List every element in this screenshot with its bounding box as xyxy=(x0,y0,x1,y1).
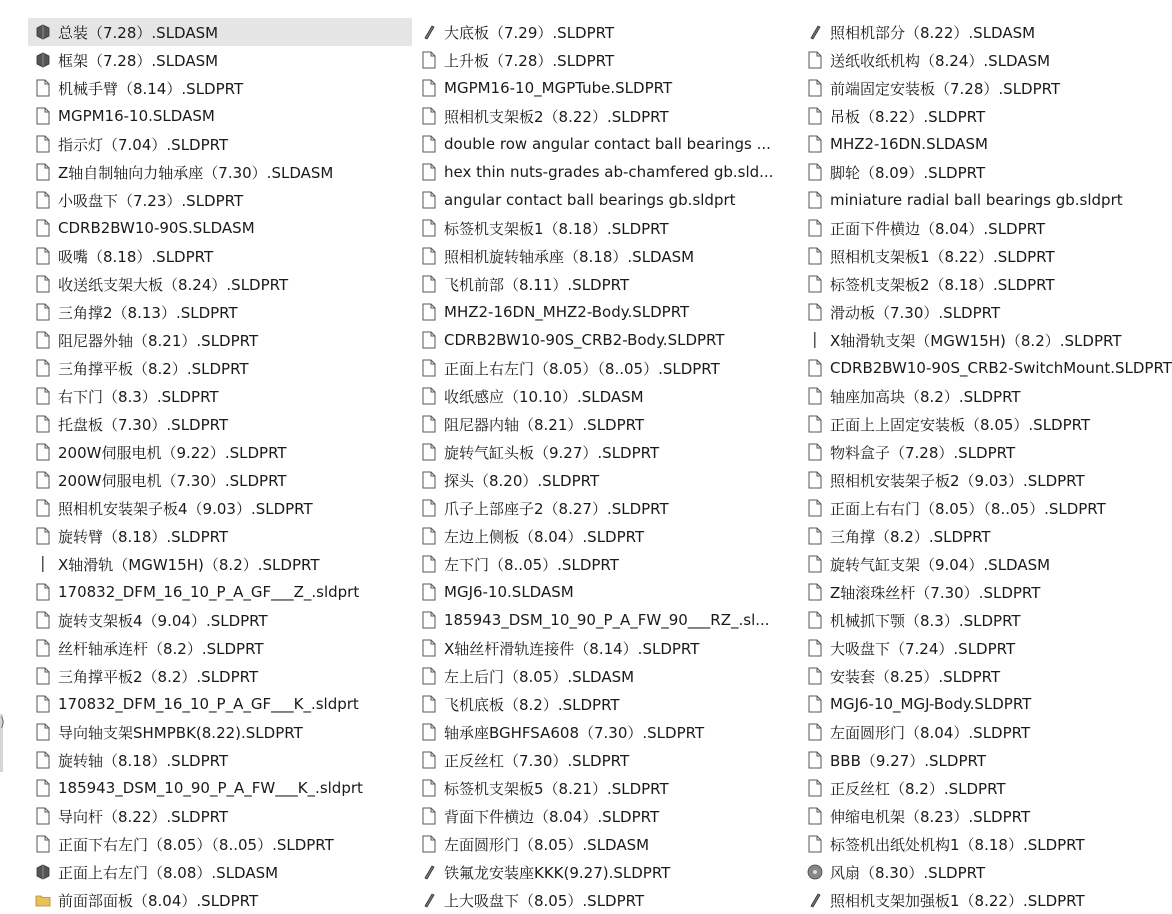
file-name: 框架（7.28）.SLDASM xyxy=(58,51,219,70)
part-icon xyxy=(420,890,438,910)
file-name: angular contact ball bearings gb.sldprt xyxy=(444,191,736,209)
file-name: 三角撑平板（8.2）.SLDPRT xyxy=(58,359,249,378)
file-item[interactable] xyxy=(800,802,1074,830)
file-name: 安装套（8.25）.SLDPRT xyxy=(830,667,1001,686)
file-item[interactable] xyxy=(800,606,1074,634)
file-name: 170832_DFM_16_10_P_A_GF___K_.sldprt xyxy=(58,695,359,713)
file-item[interactable] xyxy=(800,46,1074,74)
file-name: 导向轴支架SHMPBK(8.22).SLDPRT xyxy=(58,723,303,742)
file-name: CDRB2BW10-90S_CRB2-Body.SLDPRT xyxy=(444,331,725,349)
file-icon xyxy=(806,414,824,434)
file-item[interactable] xyxy=(28,354,412,382)
file-name: 三角撑（8.2）.SLDPRT xyxy=(830,527,991,546)
file-name: 照相机支架加强板1（8.22）.SLDPRT xyxy=(830,891,1085,910)
file-icon xyxy=(34,162,52,182)
file-item[interactable] xyxy=(414,466,800,494)
file-item[interactable] xyxy=(800,214,1074,242)
file-item[interactable] xyxy=(414,18,800,46)
file-item[interactable] xyxy=(800,354,1172,382)
file-name: 旋转支架板4（9.04）.SLDPRT xyxy=(58,611,268,630)
file-item[interactable] xyxy=(28,298,412,326)
file-icon xyxy=(806,302,824,322)
file-item[interactable] xyxy=(800,662,1074,690)
file-item[interactable] xyxy=(414,158,800,186)
file-item[interactable] xyxy=(28,578,412,606)
file-name: MGJ6-10_MGJ-Body.SLDPRT xyxy=(830,695,1032,713)
file-item[interactable] xyxy=(28,214,412,242)
file-item[interactable] xyxy=(28,746,412,774)
file-name: 左面圆形门（8.04）.SLDPRT xyxy=(830,723,1031,742)
file-name: 爪子上部座子2（8.27）.SLDPRT xyxy=(444,499,669,518)
file-name: 旋转气缸支架（9.04）.SLDASM xyxy=(830,555,1051,574)
file-name: 正反丝杠（8.2）.SLDPRT xyxy=(830,779,1006,798)
file-icon xyxy=(806,526,824,546)
file-icon xyxy=(420,694,438,714)
file-icon xyxy=(806,778,824,798)
file-name: 大底板（7.29）.SLDPRT xyxy=(444,23,615,42)
file-item[interactable] xyxy=(28,270,412,298)
file-name: 左下门（8..05）.SLDPRT xyxy=(444,555,619,574)
file-name: 上升板（7.28）.SLDPRT xyxy=(444,51,615,70)
file-icon xyxy=(806,694,824,714)
rail-icon xyxy=(34,554,52,574)
file-name: 前端固定安装板（7.28）.SLDPRT xyxy=(830,79,1061,98)
file-item[interactable] xyxy=(28,802,412,830)
file-item[interactable] xyxy=(28,130,412,158)
file-icon xyxy=(34,134,52,154)
file-name: 左面圆形门（8.05）.SLDASM xyxy=(444,835,650,854)
file-name: 标签机支架板5（8.21）.SLDPRT xyxy=(444,779,669,798)
file-name: 滑动板（7.30）.SLDPRT xyxy=(830,303,1001,322)
file-icon xyxy=(806,190,824,210)
file-icon xyxy=(34,778,52,798)
file-icon xyxy=(420,302,438,322)
file-icon xyxy=(420,162,438,182)
file-icon xyxy=(420,134,438,154)
file-icon xyxy=(420,834,438,854)
file-icon xyxy=(420,246,438,266)
file-item[interactable] xyxy=(28,830,412,858)
file-item[interactable] xyxy=(28,718,412,746)
file-icon xyxy=(806,274,824,294)
file-item[interactable] xyxy=(414,326,800,354)
file-item[interactable] xyxy=(28,158,412,186)
file-icon xyxy=(34,442,52,462)
file-item[interactable] xyxy=(28,606,412,634)
file-name: MHZ2-16DN.SLDASM xyxy=(830,135,988,153)
file-item[interactable] xyxy=(414,382,800,410)
file-icon xyxy=(34,582,52,602)
file-name: X轴滑轨（MGW15H)（8.2）.SLDPRT xyxy=(58,555,320,574)
file-name: 前面部面板（8.04）.SLDPRT xyxy=(58,891,259,910)
file-column-3 xyxy=(800,18,1172,914)
file-name: 总装（7.28）.SLDASM xyxy=(58,23,219,42)
file-icon xyxy=(806,470,824,490)
file-icon xyxy=(420,722,438,742)
file-item[interactable] xyxy=(28,46,412,74)
file-item[interactable] xyxy=(800,690,1074,718)
file-item[interactable] xyxy=(800,158,1074,186)
file-icon xyxy=(34,358,52,378)
file-icon xyxy=(420,106,438,126)
file-name: 轴座加高块（8.2）.SLDPRT xyxy=(830,387,1021,406)
file-icon xyxy=(420,778,438,798)
file-item[interactable] xyxy=(28,634,412,662)
file-icon xyxy=(34,190,52,210)
file-name: 收送纸支架大板（8.24）.SLDPRT xyxy=(58,275,289,294)
file-name: 170832_DFM_16_10_P_A_GF___Z_.sldprt xyxy=(58,583,360,601)
file-icon xyxy=(806,638,824,658)
file-name: 正面下右左门（8.05）（8..05）.SLDPRT xyxy=(58,835,334,854)
file-name: 小吸盘下（7.23）.SLDPRT xyxy=(58,191,244,210)
file-name: double row angular contact ball bearings ... xyxy=(444,135,771,153)
file-name: 轴承座BGHFSA608（7.30）.SLDPRT xyxy=(444,723,705,742)
file-item[interactable] xyxy=(28,74,412,102)
file-icon xyxy=(420,498,438,518)
file-name: 导向杆（8.22）.SLDPRT xyxy=(58,807,229,826)
file-item[interactable] xyxy=(800,102,1074,130)
file-item[interactable] xyxy=(414,494,800,522)
file-item[interactable] xyxy=(800,186,1123,214)
file-icon xyxy=(34,834,52,854)
file-item[interactable] xyxy=(414,270,800,298)
file-name: 185943_DSM_10_90_P_A_FW_90___RZ_.sl... xyxy=(444,611,770,629)
file-item[interactable] xyxy=(28,858,412,886)
file-item[interactable] xyxy=(28,326,412,354)
file-item[interactable] xyxy=(28,522,412,550)
file-icon xyxy=(420,274,438,294)
file-item[interactable] xyxy=(414,298,800,326)
file-name: MGPM16-10.SLDASM xyxy=(58,107,215,125)
file-icon xyxy=(806,50,824,70)
file-item[interactable] xyxy=(414,718,800,746)
file-icon xyxy=(420,554,438,574)
file-icon xyxy=(806,582,824,602)
file-icon xyxy=(34,498,52,518)
file-icon xyxy=(34,638,52,658)
file-item[interactable] xyxy=(800,130,1074,158)
file-name: miniature radial ball bearings gb.sldprt xyxy=(830,191,1123,209)
file-item[interactable] xyxy=(800,326,1122,354)
file-icon xyxy=(806,358,824,378)
file-icon xyxy=(34,330,52,350)
left-edge-mark: ) xyxy=(0,715,5,729)
file-icon xyxy=(420,50,438,70)
file-icon xyxy=(34,806,52,826)
file-column-2 xyxy=(414,18,800,914)
part-icon xyxy=(806,890,824,910)
file-item[interactable] xyxy=(800,18,1074,46)
file-icon xyxy=(420,526,438,546)
file-icon xyxy=(420,218,438,238)
file-name: 飞机前部（8.11）.SLDPRT xyxy=(444,275,630,294)
file-icon xyxy=(806,834,824,854)
file-name: X轴丝杆滑轨连接件（8.14）.SLDPRT xyxy=(444,639,700,658)
file-item[interactable] xyxy=(800,242,1074,270)
file-name: 机械抓下颚（8.3）.SLDPRT xyxy=(830,611,1021,630)
file-item[interactable] xyxy=(28,774,412,802)
file-icon xyxy=(420,638,438,658)
file-item[interactable] xyxy=(414,774,800,802)
rail-icon xyxy=(806,330,824,350)
file-item[interactable] xyxy=(414,130,800,158)
file-item[interactable] xyxy=(414,578,800,606)
file-name: X轴滑轨支架（MGW15H)（8.2）.SLDPRT xyxy=(830,331,1122,350)
file-item[interactable] xyxy=(414,690,800,718)
file-column-1 xyxy=(28,18,412,914)
file-icon xyxy=(420,666,438,686)
file-item[interactable] xyxy=(800,858,1074,886)
file-icon xyxy=(806,750,824,770)
file-item[interactable] xyxy=(800,718,1074,746)
file-item[interactable] xyxy=(414,242,800,270)
file-item[interactable] xyxy=(414,746,800,774)
file-icon xyxy=(34,470,52,490)
file-icon xyxy=(806,806,824,826)
file-name: 伸缩电机架（8.23）.SLDPRT xyxy=(830,807,1031,826)
file-item[interactable] xyxy=(414,662,800,690)
file-name: 标签机支架板1（8.18）.SLDPRT xyxy=(444,219,669,238)
file-item[interactable] xyxy=(800,830,1085,858)
file-icon xyxy=(806,162,824,182)
file-icon xyxy=(420,442,438,462)
file-item[interactable] xyxy=(414,634,800,662)
file-icon xyxy=(806,106,824,126)
file-item[interactable] xyxy=(414,438,800,466)
file-icon xyxy=(420,190,438,210)
file-item[interactable] xyxy=(28,186,412,214)
file-item[interactable] xyxy=(28,242,412,270)
file-item[interactable] xyxy=(800,466,1085,494)
file-item[interactable] xyxy=(28,438,412,466)
file-icon xyxy=(34,610,52,630)
file-name: 托盘板（7.30）.SLDPRT xyxy=(58,415,229,434)
part-icon xyxy=(420,862,438,882)
file-name: 飞机底板（8.2）.SLDPRT xyxy=(444,695,620,714)
file-name: 正面上上固定安装板（8.05）.SLDPRT xyxy=(830,415,1091,434)
file-name: 上大吸盘下（8.05）.SLDPRT xyxy=(444,891,645,910)
file-name: 机械手臂（8.14）.SLDPRT xyxy=(58,79,244,98)
file-name: 丝杆轴承连杆（8.2）.SLDPRT xyxy=(58,639,264,658)
file-icon xyxy=(34,78,52,98)
file-item[interactable] xyxy=(414,858,800,886)
file-name: 照相机支架板1（8.22）.SLDPRT xyxy=(830,247,1055,266)
file-icon xyxy=(34,218,52,238)
file-icon xyxy=(420,610,438,630)
file-icon xyxy=(806,78,824,98)
file-icon xyxy=(34,302,52,322)
file-icon xyxy=(806,666,824,686)
file-name: 阻尼器内轴（8.21）.SLDPRT xyxy=(444,415,645,434)
part-icon xyxy=(420,22,438,42)
file-name: 探头（8.20）.SLDPRT xyxy=(444,471,600,490)
file-name: 照相机支架板2（8.22）.SLDPRT xyxy=(444,107,669,126)
file-name: 三角撑2（8.13）.SLDPRT xyxy=(58,303,238,322)
file-icon xyxy=(34,750,52,770)
file-icon xyxy=(34,526,52,546)
file-icon xyxy=(420,806,438,826)
file-name: 正面上右左门（8.05）（8..05）.SLDPRT xyxy=(444,359,720,378)
file-name: 脚轮（8.09）.SLDPRT xyxy=(830,163,986,182)
file-name: MGJ6-10.SLDASM xyxy=(444,583,574,601)
file-item[interactable] xyxy=(800,550,1074,578)
file-item[interactable] xyxy=(414,802,800,830)
file-name: 正面下件横边（8.04）.SLDPRT xyxy=(830,219,1046,238)
file-icon xyxy=(420,386,438,406)
file-name: 收纸感应（10.10）.SLDASM xyxy=(444,387,644,406)
file-item[interactable] xyxy=(800,522,1074,550)
file-item[interactable] xyxy=(414,214,800,242)
file-name: CDRB2BW10-90S_CRB2-SwitchMount.SLDPRT xyxy=(830,359,1172,377)
file-icon xyxy=(806,722,824,742)
file-icon xyxy=(420,330,438,350)
file-name: 旋转臂（8.18）.SLDPRT xyxy=(58,527,229,546)
file-name: 旋转气缸头板（9.27）.SLDPRT xyxy=(444,443,660,462)
file-icon xyxy=(420,470,438,490)
file-name: CDRB2BW10-90S.SLDASM xyxy=(58,219,255,237)
file-item[interactable] xyxy=(28,410,412,438)
file-icon xyxy=(420,582,438,602)
file-item[interactable] xyxy=(28,102,412,130)
file-name: 背面下件横边（8.04）.SLDPRT xyxy=(444,807,660,826)
file-item[interactable] xyxy=(800,298,1074,326)
file-item[interactable] xyxy=(414,102,800,130)
file-name: 标签机出纸处机构1（8.18）.SLDPRT xyxy=(830,835,1085,854)
file-icon xyxy=(34,414,52,434)
file-name: 185943_DSM_10_90_P_A_FW___K_.sldprt xyxy=(58,779,363,797)
file-name: 照相机安装架子板4（9.03）.SLDPRT xyxy=(58,499,313,518)
file-name: hex thin nuts-grades ab-chamfered gb.sld... xyxy=(444,163,774,181)
file-item[interactable] xyxy=(28,466,412,494)
file-name: 左边上侧板（8.04）.SLDPRT xyxy=(444,527,645,546)
file-name: MGPM16-10_MGPTube.SLDPRT xyxy=(444,79,673,97)
assembly-icon xyxy=(34,22,52,42)
file-name: MHZ2-16DN_MHZ2-Body.SLDPRT xyxy=(444,303,690,321)
file-name: 右下门（8.3）.SLDPRT xyxy=(58,387,219,406)
file-item[interactable] xyxy=(800,886,1085,914)
file-name: 左上后门（8.05）.SLDASM xyxy=(444,667,635,686)
file-name: 三角撑平板2（8.2）.SLDPRT xyxy=(58,667,259,686)
file-name: BBB（9.27）.SLDPRT xyxy=(830,751,987,770)
file-item[interactable] xyxy=(414,410,800,438)
file-name: Z轴自制轴向力轴承座（7.30）.SLDASM xyxy=(58,163,334,182)
file-icon xyxy=(806,386,824,406)
file-item[interactable] xyxy=(28,18,412,46)
file-item[interactable] xyxy=(414,886,800,914)
file-name: 大吸盘下（7.24）.SLDPRT xyxy=(830,639,1016,658)
fan-icon xyxy=(806,862,824,882)
file-item[interactable] xyxy=(800,634,1074,662)
file-icon xyxy=(34,722,52,742)
file-icon xyxy=(420,414,438,434)
file-icon xyxy=(34,246,52,266)
file-item[interactable] xyxy=(28,550,412,578)
file-name: 吊板（8.22）.SLDPRT xyxy=(830,107,986,126)
file-name: 照相机安装架子板2（9.03）.SLDPRT xyxy=(830,471,1085,490)
file-item[interactable] xyxy=(414,522,800,550)
file-item[interactable] xyxy=(414,46,800,74)
file-name: 吸嘴（8.18）.SLDPRT xyxy=(58,247,214,266)
assembly-icon xyxy=(34,862,52,882)
file-item[interactable] xyxy=(414,606,800,634)
file-item[interactable] xyxy=(414,550,800,578)
file-icon xyxy=(34,106,52,126)
file-name: 正反丝杠（7.30）.SLDPRT xyxy=(444,751,630,770)
file-item[interactable] xyxy=(800,746,1074,774)
file-item[interactable] xyxy=(414,74,800,102)
file-icon xyxy=(34,666,52,686)
file-icon xyxy=(34,386,52,406)
file-name: 旋转轴（8.18）.SLDPRT xyxy=(58,751,229,770)
file-name: 风扇（8.30）.SLDPRT xyxy=(830,863,986,882)
assembly-icon xyxy=(34,50,52,70)
file-item[interactable] xyxy=(414,186,800,214)
part-icon xyxy=(806,22,824,42)
file-icon xyxy=(420,78,438,98)
file-icon xyxy=(806,610,824,630)
file-icon xyxy=(806,554,824,574)
file-item[interactable] xyxy=(800,774,1074,802)
file-item[interactable] xyxy=(414,830,800,858)
file-icon xyxy=(806,134,824,154)
file-name: 200W伺服电机（7.30）.SLDPRT xyxy=(58,471,287,490)
file-item[interactable] xyxy=(28,494,412,522)
file-item[interactable] xyxy=(800,270,1074,298)
file-item[interactable] xyxy=(800,382,1074,410)
file-item[interactable] xyxy=(414,354,800,382)
file-name: 送纸收纸机构（8.24）.SLDASM xyxy=(830,51,1051,70)
file-item[interactable] xyxy=(28,662,412,690)
file-icon xyxy=(806,218,824,238)
file-name: 标签机支架板2（8.18）.SLDPRT xyxy=(830,275,1055,294)
file-name: 200W伺服电机（9.22）.SLDPRT xyxy=(58,443,287,462)
file-item[interactable] xyxy=(800,74,1074,102)
file-name: 阻尼器外轴（8.21）.SLDPRT xyxy=(58,331,259,350)
file-icon xyxy=(420,750,438,770)
file-item[interactable] xyxy=(28,886,412,914)
file-name: 正面上右左门（8.08）.SLDASM xyxy=(58,863,279,882)
file-icon xyxy=(806,246,824,266)
file-icon xyxy=(34,694,52,714)
file-item[interactable] xyxy=(28,690,412,718)
file-item[interactable] xyxy=(800,410,1091,438)
folder-icon xyxy=(34,890,52,910)
file-name: 正面上右右门（8.05）（8..05）.SLDPRT xyxy=(830,499,1106,518)
file-item[interactable] xyxy=(800,494,1106,522)
file-item[interactable] xyxy=(800,578,1074,606)
file-icon xyxy=(34,274,52,294)
file-name: 照相机旋转轴承座（8.18）.SLDASM xyxy=(444,247,695,266)
file-item[interactable] xyxy=(800,438,1074,466)
file-name: 指示灯（7.04）.SLDPRT xyxy=(58,135,229,154)
file-name: 照相机部分（8.22）.SLDASM xyxy=(830,23,1036,42)
file-name: 物料盒子（7.28）.SLDPRT xyxy=(830,443,1016,462)
file-icon xyxy=(806,498,824,518)
file-name: 铁氟龙安装座KKK(9.27).SLDPRT xyxy=(444,863,671,882)
file-item[interactable] xyxy=(28,382,412,410)
file-name: Z轴滚珠丝杆（7.30）.SLDPRT xyxy=(830,583,1041,602)
file-icon xyxy=(420,358,438,378)
file-icon xyxy=(806,442,824,462)
